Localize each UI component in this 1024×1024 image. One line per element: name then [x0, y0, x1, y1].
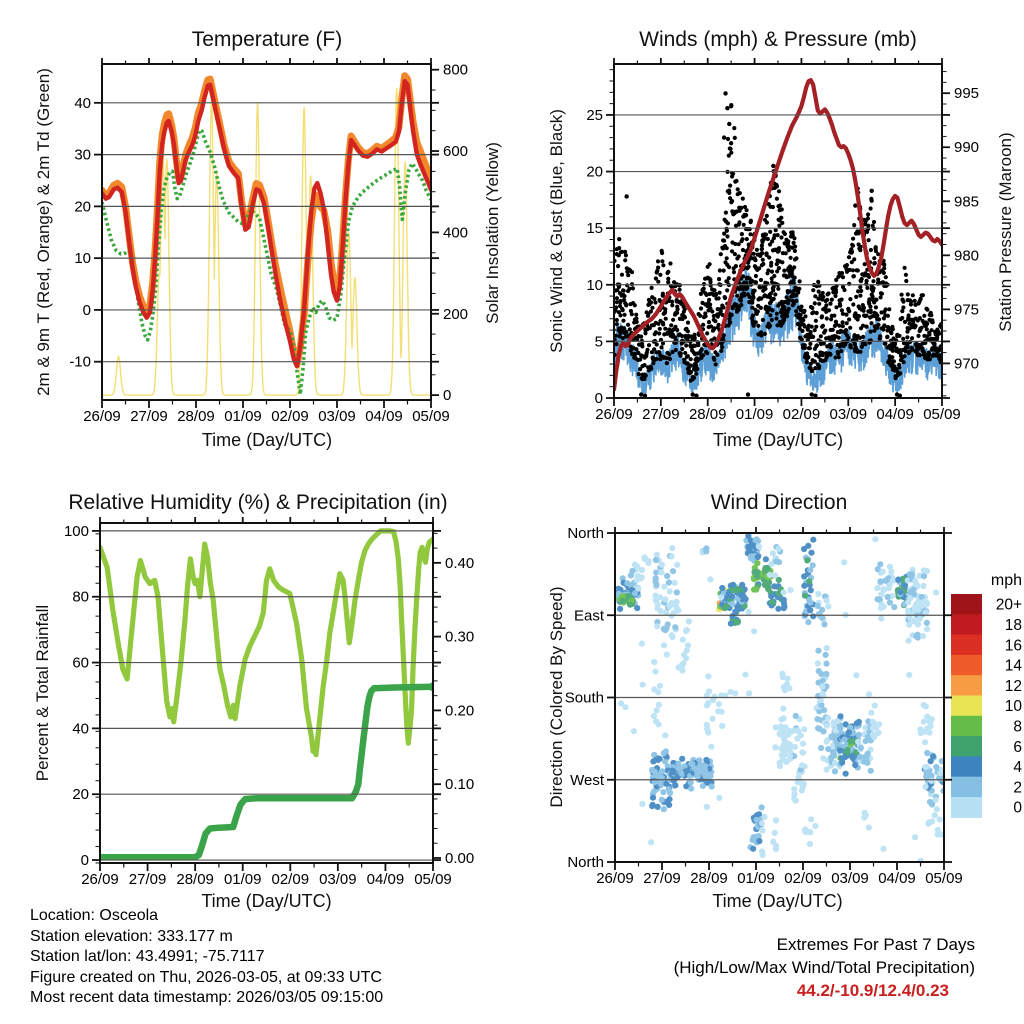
y-tick-label-left: 100	[63, 522, 89, 540]
extremes-subtitle: (High/Low/Max Wind/Total Precipitation)	[673, 958, 975, 977]
colorbar-label: 10	[1004, 698, 1022, 716]
y-tick-label-left: 80	[72, 588, 89, 606]
x-tick-label: 28/09	[176, 871, 214, 888]
y-tick-label-right: 400	[443, 224, 469, 242]
wind-pressure-chart	[586, 58, 979, 423]
y-tick-label-right: 990	[954, 139, 980, 157]
wind-direction-ylabel-left: Direction (Colored By Speed)	[547, 586, 566, 808]
y-tick-label-left: East	[573, 607, 604, 625]
x-tick-label: 05/09	[412, 408, 450, 425]
x-tick-label: 01/09	[737, 870, 775, 887]
y-tick-label-left: 20	[72, 786, 89, 804]
y-tick-label-right: 980	[954, 247, 980, 265]
x-tick-label: 03/09	[318, 408, 356, 425]
y-tick-label-left: 15	[586, 220, 603, 238]
x-tick-label: 03/09	[829, 406, 868, 423]
temperature-ylabel-right: Solar Insolation (Yellow)	[483, 142, 502, 324]
colorbar-label: 4	[1013, 759, 1022, 777]
x-tick-label: 02/09	[782, 406, 821, 423]
humidity-precip-ylabel-left: Percent & Total Rainfall	[33, 604, 52, 782]
y-tick-label-left: 20	[586, 163, 603, 181]
colorbar-label: 16	[1004, 637, 1022, 655]
y-tick-label-right: 975	[954, 301, 980, 319]
humidity-precip-chart-plot-area	[100, 531, 438, 857]
y-tick-label-left: 5	[594, 333, 603, 351]
colorbar-label: 0	[1013, 799, 1022, 817]
wind-direction-chart-plot-area	[613, 533, 947, 864]
x-tick-label: 03/09	[319, 871, 357, 888]
y-tick-label-right: 0.20	[445, 702, 475, 720]
x-tick-label: 01/09	[224, 408, 262, 425]
y-tick-label-right: 995	[954, 85, 980, 103]
y-tick-label-left: West	[570, 771, 604, 789]
y-tick-label-left: 40	[72, 720, 89, 738]
extremes-values: 44.2/-10.9/12.4/0.23	[796, 981, 949, 1000]
y-tick-label-left: 25	[586, 106, 603, 124]
x-tick-label: 26/09	[81, 871, 119, 888]
temperature-ylabel-left: 2m & 9m T (Red, Orange) & 2m Td (Green)	[34, 68, 53, 396]
y-tick-label-right: 985	[954, 193, 980, 211]
extremes-block	[674, 933, 975, 1002]
x-tick-label: 05/09	[414, 871, 452, 888]
y-tick-label-right: 0.10	[445, 776, 475, 794]
x-tick-label: 05/09	[925, 870, 963, 887]
colorbar-label: 8	[1013, 718, 1022, 736]
humidity-precip-chart	[64, 517, 474, 888]
x-tick-label: 04/09	[366, 871, 405, 888]
x-tick-label: 27/09	[128, 871, 167, 888]
wind-pressure-ylabel-left: Sonic Wind & Gust (Blue, Black)	[547, 109, 566, 353]
y-tick-label-left: 0	[594, 390, 603, 407]
station-latlon: Station lat/lon: 43.4991; -75.7117	[30, 948, 265, 965]
y-tick-label-left: North	[567, 525, 604, 542]
colorbar-label: 2	[1013, 779, 1022, 797]
temperature-xlabel: Time (Day/UTC)	[201, 430, 333, 450]
wind-direction-chart	[565, 525, 1023, 887]
humidity-precip-xlabel: Time (Day/UTC)	[201, 891, 332, 911]
x-tick-label: 01/09	[223, 871, 262, 888]
y-tick-label-left: 10	[74, 250, 91, 268]
station-elevation: Station elevation: 333.177 m	[30, 927, 233, 945]
y-tick-label-left: North	[567, 854, 604, 871]
extremes-title: Extremes For Past 7 Days	[776, 935, 975, 954]
x-tick-label: 26/09	[83, 408, 121, 425]
x-tick-label: 28/09	[688, 406, 727, 423]
y-tick-label-left: 10	[586, 276, 603, 294]
x-tick-label: 27/09	[130, 408, 168, 425]
y-tick-label-right: 600	[443, 143, 469, 161]
x-tick-label: 28/09	[177, 408, 215, 425]
colorbar-label: 20+	[995, 596, 1022, 614]
y-tick-label-right: 0.00	[445, 849, 475, 867]
y-tick-label-left: 60	[72, 654, 89, 672]
station-location: Location: Osceola	[30, 907, 159, 924]
x-tick-label: 27/09	[643, 870, 681, 887]
y-tick-label-left: 40	[74, 94, 91, 112]
colorbar-label: 6	[1013, 738, 1022, 756]
speed-colorbar	[951, 572, 1022, 818]
humidity-precip-chart-title: Relative Humidity (%) & Precipitation (in)	[68, 491, 448, 514]
x-tick-label: 02/09	[784, 870, 822, 887]
wind-pressure-chart-plot-area	[612, 80, 945, 398]
y-tick-label-left: 0	[82, 301, 91, 319]
wind-pressure-ylabel-right: Station Pressure (Maroon)	[996, 132, 1015, 332]
wind-pressure-xlabel: Time (Day/UTC)	[712, 430, 844, 450]
y-tick-label-right: 0	[443, 387, 452, 405]
temperature-chart-plot-area	[102, 76, 431, 395]
y-tick-label-left: -10	[69, 353, 91, 371]
wind-direction-xlabel: Time (Day/UTC)	[712, 891, 843, 911]
x-tick-label: 27/09	[642, 406, 680, 423]
x-tick-label: 04/09	[878, 870, 916, 887]
y-tick-label-left: 0	[80, 852, 89, 870]
colorbar-label: 14	[1004, 657, 1022, 675]
colorbar-label: 18	[1004, 616, 1022, 634]
figure-created-timestamp: Figure created on Thu, 2026-03-05, at 09:33 UTC	[30, 968, 382, 986]
x-tick-label: 03/09	[831, 870, 869, 887]
x-tick-label: 28/09	[690, 870, 728, 887]
y-tick-label-right: 0.30	[445, 628, 475, 646]
recent-data-timestamp: Most recent data timestamp: 2026/03/05 09:15:00	[30, 989, 384, 1006]
y-tick-label-right: 0.40	[445, 554, 475, 572]
x-tick-label: 02/09	[271, 871, 310, 888]
x-tick-label: 01/09	[735, 406, 774, 423]
colorbar-title: mph	[990, 572, 1022, 589]
y-tick-label-right: 970	[954, 355, 980, 373]
y-tick-label-right: 200	[443, 305, 469, 323]
y-tick-label-left: 30	[74, 146, 91, 164]
y-tick-label-left: 20	[74, 198, 91, 216]
x-tick-label: 04/09	[876, 406, 914, 423]
wind-pressure-chart-title: Winds (mph) & Pressure (mb)	[639, 28, 917, 51]
temperature-chart-title: Temperature (F)	[191, 28, 343, 51]
colorbar-label: 12	[1004, 677, 1022, 695]
x-tick-label: 26/09	[596, 870, 634, 887]
y-tick-label-left: South	[564, 689, 604, 707]
x-tick-label: 26/09	[595, 406, 633, 423]
x-tick-label: 02/09	[271, 408, 309, 425]
y-tick-label-right: 800	[443, 61, 469, 79]
temperature-chart	[69, 58, 468, 425]
direction-dots	[613, 533, 947, 864]
x-tick-label: 05/09	[923, 406, 961, 423]
x-tick-label: 04/09	[365, 408, 403, 425]
station-info-block	[30, 906, 383, 1009]
wind-direction-chart-title: Wind Direction	[710, 491, 848, 514]
